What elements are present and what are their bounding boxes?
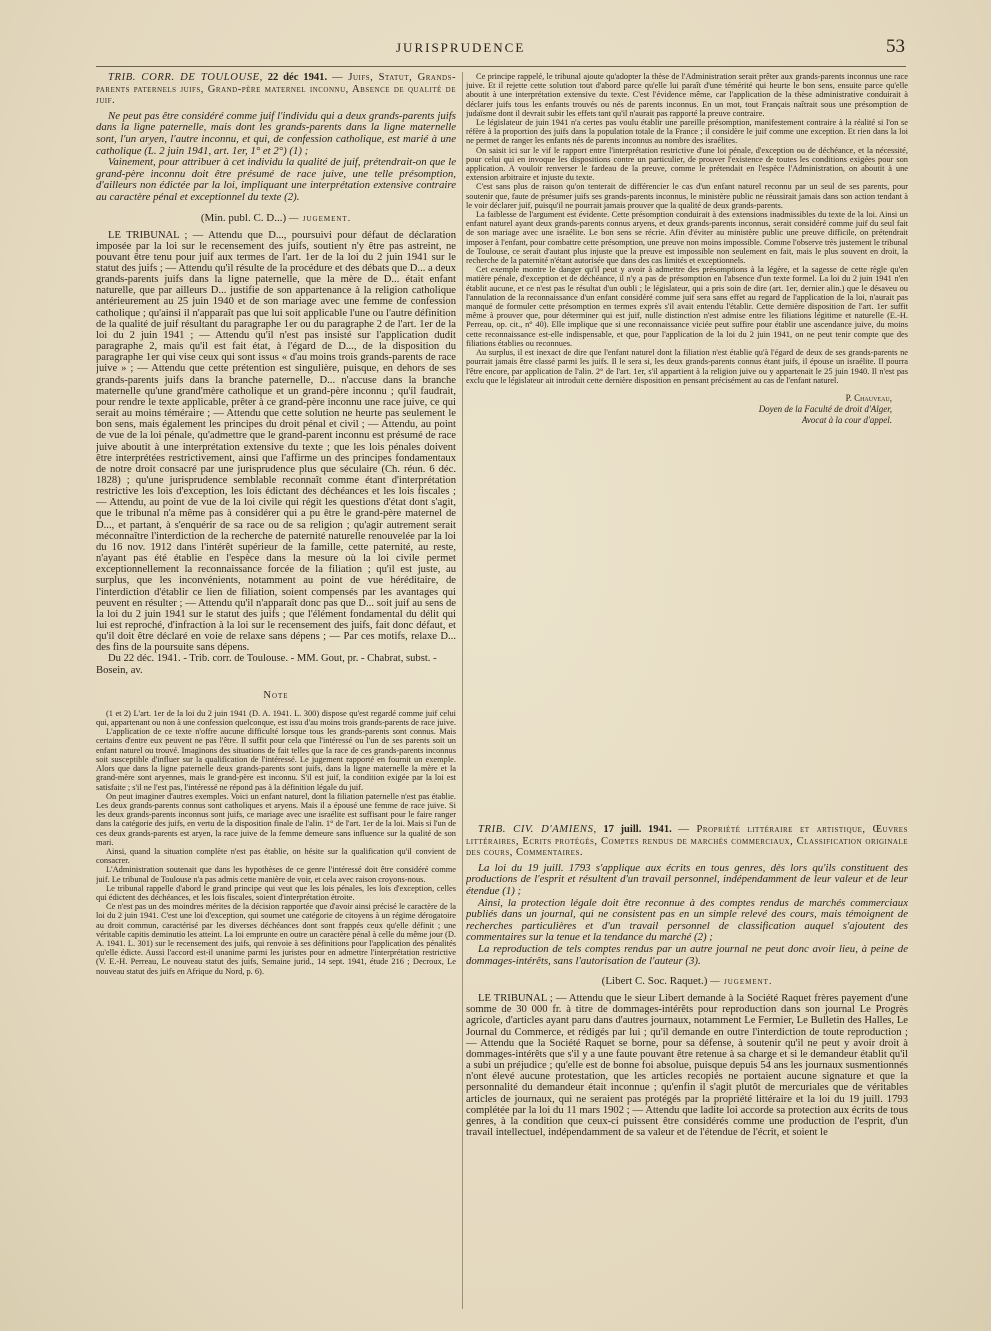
note-paragraph: On peut imaginer d'autres exemples. Voici un enfant naturel, dont la filiation paternelle n'est pas établie. Les deux grands-parents connus sont catholiques et aryens. Mais il a épousé une femme de race juive. Si les deux grands-parents inconnus sont juifs, ce mariage avec une israélite est suffisant pour le faire ranger dans la catégorie des juifs, en vertu de la disposition finale de l'alin. 1° de l'art. 1er de la loi. Mais si l'un de ces deux grands-parents est aryen, la race juive de la femme demeure sans influence sur la qualité de son mari. [96, 791, 456, 847]
note-paragraph: Ce principe rappelé, le tribunal ajoute qu'adopter la thèse de l'Administration serait prêter aux grands-parents inconnus une race juive. Et il rejette cette solution tout d'abord parce qu'elle lui paraît d'une témérité qui heurte le bon sens, ensuite parce qu'elle aboutit à une interprétation extensive du texte. C'est l'évidence même, car l'application de la thèse administrative conduirait à déclarer juifs tous les enfants trouvés ou nés de parents inconnus. En un mot, tout Français naîtrait sous une présomption de judaïsme dont il devrait subir les effets tant qu'il n'aurait pas rapporté la preuve contraire. [466, 72, 908, 118]
decision-2-parties [466, 975, 908, 987]
decision-2-keywords: — Propriété littéraire et artistique, Œuvres littéraires, Ecrits protégés, Comptes rendus de marchés commerciaux, Classification originale des cours, Commentaires. [466, 824, 908, 859]
note-signature [466, 393, 908, 425]
decision-1-date: 22 déc 1941. [267, 72, 328, 83]
note-paragraph: Au surplus, il est inexact de dire que l'enfant naturel dont la filiation n'est établie qu'à l'égard de deux de ses grands-parents ne pourrait jamais être classé parmi les juifs. Il le sera si, les deux grands-parents connus étant juifs, il épouse un israélite. Il pourra l'être encore, par application de l'alin. 2° de l'art. 1er, s'il appartient à la religion juive ou y appartenait le 25 juin 1940. Il n'est pas exclu que le législateur ait introduit cette dernière disposition en pensant précisément au cas de l'enfant naturel. [466, 348, 908, 385]
decision-1-summary-2: Vainement, pour attribuer à cet individu la qualité de juif, prétendrait-on que le grand-père inconnu doit être présumé de race juive, une telle présomption, d'ailleurs non édictée par la loi, impliquant une interprétation extensive contraire au caractère pénal et exceptionnel du texte (2). [96, 156, 456, 203]
decision-2 [466, 824, 908, 1138]
decision-1-reference: Du 22 déc. 1941. - Trib. corr. de Toulouse. - MM. Gout, pr. - Chabrat, subst. - Bosein, av. [96, 653, 437, 676]
decision-1-body: LE TRIBUNAL ; — Attendu que D..., poursuivi pour défaut de déclaration imposée par la loi sur le recensement des juifs, soutient n'y être pas astreint, ne pouvant être tenu pour juif aux termes de l'art. 1er de la loi du 2 juin 1941 sur le statut des juifs ; — Attendu qu'il résulte de la procédure et des débats que D... a deux grands-parents juifs dans la ligne paternelle, que la mère de D... était enfant naturelle, que par ailleurs D... justifie de son appartenance à la religion catholique antérieurement au 25 juin 1940 et de son mariage avec une femme de confession catholique ; qu'ainsi il n'apparaît pas que lui soit applicable l'une ou l'autre définition de la qualité de juif résultant du paragraphe 1er ou du paragraphe 2 de l'art. 1er de la loi du 2 juin 1941 ; — Attendu qu'il n'est pas insisté sur l'application dudit paragraphe 2, mais qu'il est fait état, à l'égard de D..., de la disposition du paragraphe 1er qui vise ceux qui sont issus « d'au moins trois grands-parents de race juive » ; — Attendu que cette prétention est singulière, puisque, en dehors de ses grands-parents juifs dans la branche paternelle, D... n'accuse dans la branche maternelle qu'une grand'mère catholique et un grand-père inconnu ; qu'il faudrait, pour rendre le texte applicable, prêter à ce grand-père inconnu une race juive, ce qui serait au moins téméraire ; — Attendu que cette solution ne heurte pas seulement le bon sens, mais également les principes du droit pénal et civil ; — Attendu, au point de vue de la loi pénale, qu'admettre que le grand-parent inconnu est présumé de race juive aboutit à une interprétation extensive du texte ; que les lois pénales doivent être interprétées restrictivement, ainsi que l'affirme un des principes fondamentaux de notre droit consacré par une jurisprudence plus que séculaire (Ch. réun. 6 déc. 1828) ; qu'une jurisprudence semblable reconnaît comme étant d'interprétation restrictive les lois d'exception, les lois édictant des déchéances et les lois fiscales ; — Attendu, au point de vue de la loi civile qui régit les questions d'état dont s'agit, que le tribunal n'a même pas à considérer qui a pu être le grand-père maternel de D..., et partant, à s'enquérir de sa race ou de sa religion ; qu'agir autrement serait méconnaître l'interdiction de la recherche de paternité naturelle renouvelée par la loi du 16 nov. 1912 dans l'intérêt supérieur de la famille, cette paternité, au reste, n'ayant pas été établie en l'espèce dans la mesure où la loi civile permet exceptionnellement la reconnaissance forcée de la filiation ; qu'il est juste, au surplus, que les inconvénients, notamment au point de vue héréditaire, de l'interdiction d'établir ce lien de filiation, soient compensés par les avantages qui peuvent en résulter ; — Attendu qu'il n'apparaît donc pas que D... soit juif au sens de la loi du 2 juin 1941 sur le statut des juifs ; que l'élément fondamental du délit qui lui est reproché, d'infraction à la loi sur le recensement des juifs, fait donc défaut, et qu'il doit être déclaré en voie de relaxe sans dépens ; — Par ces motifs, relaxe D... des fins de la poursuite sans dépens. [96, 229, 456, 654]
note-paragraph: L'Administration soutenait que dans les hypothèses de ce genre l'intéressé doit être considéré comme juif. Le tribunal de Toulouse n'a pas admis cette manière de voir, et cela avec raison croyons-nous. [96, 865, 456, 884]
note-paragraph: (1 et 2) L'art. 1er de la loi du 2 juin 1941 (D. A. 1941. L. 300) dispose qu'est regardé comme juif celui qui, appartenant ou non à une confession quelconque, est issu d'au moins trois grands-parents de race juive. [96, 708, 456, 728]
note-paragraph: L'application de ce texte n'offre aucune difficulté lorsque tous les grands-parents sont connus. Mais certains d'entre eux peuvent ne pas l'être. Il suffit pour cela que l'intéressé ou l'un de ses parents soit un enfant naturel ou trouvé. Imaginons des situations de fait telles que la race de ces grands-parents inconnus soit susceptible d'influer sur la qualification de l'intéressé. Le jugement rapporté en fournit un exemple. Alors que dans la ligne paternelle deux grands-parents sont juifs, dans la ligne maternelle la mère et la grand-mère sont aryennes, mais le grand-père est inconnu. S'il est juif, la condition exigée par la loi est satisfaite ; s'il ne l'est pas, l'intéressé ne répond pas à la définition légale du juif. [96, 727, 456, 792]
decision-2-court: TRIB. CIV. D'AMIENS, [478, 824, 597, 835]
signature-title-2: Avocat à la cour d'appel. [801, 414, 892, 425]
note-paragraph: La faiblesse de l'argument est évidente. Cette présomption conduirait à des extensions inadmissibles du texte de la loi. Ainsi un enfant naturel ayant deux grands-parents connus aryens, et deux grands-parents inconnus, serait considéré comme juif du seul fait de son mariage avec une israélite. Le bon sens se récrie. Afin d'éviter au ministère public une preuve difficile, on prétendrait imposer à l'enfant, pour combattre cette présomption, une preuve non moins impossible. Comme l'observe très justement le tribunal de Toulouse, ce serait d'autant plus injuste que la preuve est impossible non seulement en fait, mais le plus souvent en droit, la recherche de la paternité n'étant autorisée que dans des cas limités et exceptionnels. [466, 210, 908, 266]
decision-2-parties-name: (Libert C. Soc. Raquet.) [601, 975, 708, 988]
decision-2-date: 17 juill. 1941. [603, 824, 672, 835]
left-column [96, 72, 456, 1309]
decision-2-jugement: — jugement. [710, 977, 773, 988]
running-title: JURISPRUDENCE [396, 40, 526, 55]
page-number: 53 [886, 36, 905, 57]
decision-1-summary-1: Ne peut pas être considéré comme juif l'individu qui a deux grands-parents juifs dans la ligne paternelle, mais dont les grands-parents dans la ligne maternelle sont, l'un aryen, l'autre inconnu, et qui, de confession catholique, est marié à une catholique (L. 2 juin 1941, art. 1er, 1° et 2°) (1) ; [96, 109, 456, 157]
note-paragraph: Le législateur de juin 1941 n'a certes pas voulu établir une pareille présomption, manifestement contraire à la réalité si l'on se réfère à la proportion des juifs dans la population totale de la France ; il considère le juif comme une exception. Et rien dans la loi ne permet de ranger les enfants nés de parents inconnus au nombre des israélites. [466, 118, 908, 146]
decision-2-summary-2: Ainsi, la protection légale doit être reconnue à des comptes rendus de marchés commerciaux publiés dans un journal, qui ne consistent pas en un simple relevé des cours, mais témoignent de recherches particulières et d'un travail personnel de classification auquel s'ajoutent des commentaires sur la tenue et la tendance du marché (2) ; [466, 896, 908, 944]
decision-2-heading [466, 824, 908, 859]
decision-2-summary-3: La reproduction de tels comptes rendus par un autre journal ne peut donc avoir lieu, à peine de dommages-intérêts, sans l'autorisation de l'auteur (3). [466, 942, 908, 967]
note-paragraph: Le tribunal rappelle d'abord le grand principe qui veut que les lois pénales, les lois d'exception, celles qui édictent des déchéances, et les lois fiscales, soient d'interprétation étroite. [96, 883, 456, 902]
decision-1-jugement: — jugement. [288, 213, 352, 224]
note-paragraph: Ainsi, quand la situation complète n'est pas établie, on hésite sur la qualification qu'il convient de consacrer. [96, 846, 456, 866]
decision-1-keywords: — Juifs, Statut, Grands-parents paternels juifs, Grand-père maternel inconnu, Absence de qualité de juif. [96, 72, 456, 107]
signature-name: P. Chauveau, [845, 392, 892, 403]
decision-1-heading [96, 72, 456, 107]
note-paragraph: Cet exemple montre le danger qu'il peut y avoir à admettre des présomptions à la légère, et la sagesse de cette règle qu'en matière pénale, d'exception et de déchéance, il n'y a pas de présomption en l'absence d'un texte formel. La loi du 2 juin 1941 n'en établit aucune, et ce n'est pas le résultat d'un oubli ; le législateur, qui a pris soin de dire (art. 1er, dernier alin.) que le désaveu ou l'annulation de la reconnaissance d'un enfant considéré comme juif sera sans effet au regard de l'application de la loi, n'aurait pas manqué de formuler cette présomption en termes exprès s'il avait entendu l'établir. Cette dernière disposition de l'art. 1er suffit même à prouver que, pour déterminer qui est juif, nulle distinction n'est admise entre les filiations légitime et naturelle (E.-H. Perreau, op. cit., n° 40). Elle implique que si une reconnaissance viciée peut suffire pour établir une ascendance juive, du moins cette reconnaissance est-elle indispensable, et que, pour l'application de la loi du 2 juin 1941, on ne peut tenir compte que des filiations établies ou reconnues. [466, 265, 908, 348]
right-column [466, 72, 908, 1309]
signature-title-1: Doyen de la Faculté de droit d'Alger, [758, 403, 892, 414]
note-paragraph: C'est sans plus de raison qu'on tenterait de différencier le cas d'un enfant naturel reconnu par un seul de ses parents, pour soutenir que, faute de présumer juifs ses grands-parents inconnus, le ministère public ne réussirait jamais dans son action tendant à le voir déclarer juif, puisqu'il ne pourrait jamais prouver que la qualité de deux grands-parents. [466, 182, 908, 210]
header-rule [96, 66, 906, 67]
note-title: Note [263, 689, 289, 701]
decision-2-body: LE TRIBUNAL ; — Attendu que le sieur Libert demande à la Société Raquet frères payement d'une somme de 30 000 fr. à titre de dommages-intérêts pour reproduction dans son journal Le Progrès agricole, d'articles ayant paru dans d'autres journaux, notamment Le Fermier, Le Bulletin des Halles, Le Journal du Commerce, et rédigés par lui ; qu'il demande en outre l'interdiction de toute reproduction ; — Attendu que la Société Raquet se borne, pour sa défense, à soutenir qu'il ne peut y avoir droit à dommages-intérêts que s'il y a une faute pouvant être retenue à sa charge et si le demandeur établit qu'il a subi un préjudice ; qu'elle est de bonne foi absolue, puisque depuis 54 ans les journaux susmentionnés n'ont élevé aucune protestation, que les articles recopiés ne portaient aucune signature et que la personnalité du demandeur était inconnue ; qu'enfin il s'agit plutôt de mercuriales que de véritables articles de journaux, qui ne seraient pas protégés par la propriété littéraire et la loi du 19 juill. 1793 complétée par la loi du 11 mars 1902 ; — Attendu que ladite loi accorde sa protection aux écrits de tous genres, à la condition que ceux-ci puissent être considérés comme une production de l'esprit, d'un travail intellectuel, indépendamment de sa valeur et de l'étendue de l'écrit, et soient le [466, 993, 908, 1138]
decision-2-summary-1: La loi du 19 juill. 1793 s'applique aux écrits en tous genres, dès lors qu'ils constituent des productions de l'esprit et résultent d'un travail personnel, indépendamment de leur valeur et de leur étendue (1) ; [466, 861, 908, 897]
note-paragraph: On saisit ici sur le vif le rapport entre l'interprétation restrictive d'une loi pénale, d'exception ou de déchéance, et la nécessité, pour celui qui en invoque les dispositions contre un particulier, de prouver l'existence de toutes les conditions exigées pour son application. A vouloir renverser le fardeau de la preuve, comme le prétendait en l'espèce l'Administration, on aboutit à une extension arbitraire et injuste du texte. [466, 145, 908, 183]
decision-1-court: TRIB. CORR. DE TOULOUSE, [108, 72, 263, 83]
decision-1-parties [96, 212, 456, 224]
column-divider [462, 72, 463, 1309]
running-head [0, 36, 991, 60]
note-continuation [466, 72, 908, 425]
note-paragraph: Ce n'est pas un des moindres mérites de la décision rapportée que d'avoir ainsi précisé le caractère de la loi du 2 juin 1941. C'est une loi d'exception, qui soumet une catégorie de citoyens à un régime dérogatoire au droit commun, caractérisé par les diverses déchéances dont sont frappés ceux qu'elle définit ; une véritable capitis deminutio les atteint. La loi emprunte en outre un caractère pénal à celle du même jour (D. A. 1941. L. 301) sur le recensement des juifs, qui renvoie à ses définitions pour l'application des pénalités qu'elle édicte. Aussi l'accord est-il unanime parmi les juristes pour en admettre l'interprétation restrictive (V. E.-H. Perreau, Le nouveau statut des juifs, Semaine jurid., 14 sept. 1941, étude 216 ; Decroux, Le nouveau statut des juifs en Afrique du Nord, p. 6). [96, 902, 456, 976]
decision-1-parties-name: (Min. publ. C. D...) [200, 211, 287, 224]
